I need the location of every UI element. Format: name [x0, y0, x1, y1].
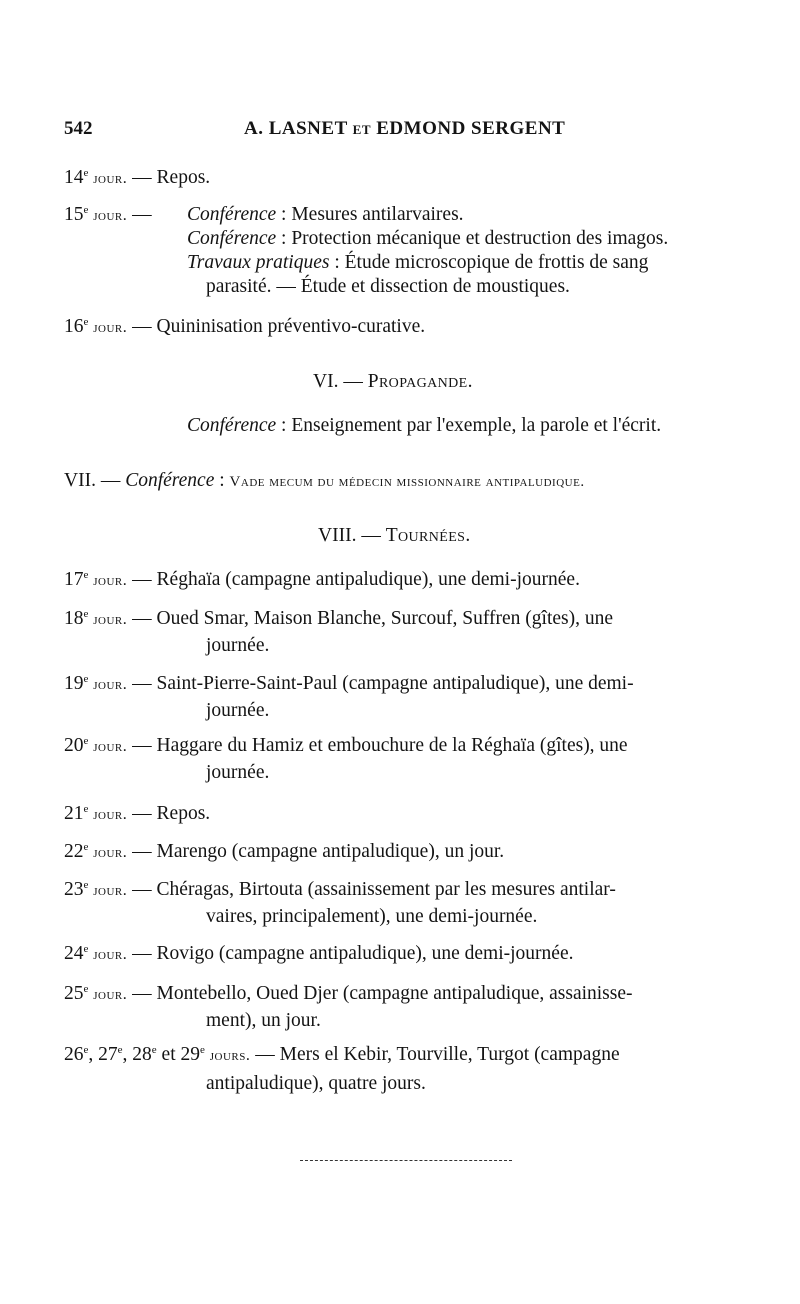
day-suffix: e [83, 943, 89, 955]
entry-day-20 [64, 734, 628, 759]
day-suffix: e [117, 1044, 123, 1056]
entry-text: Quininisation préventivo-curative. [156, 316, 426, 337]
entry-day-14 [64, 166, 210, 191]
day-label: jour. [93, 806, 128, 823]
section-heading-viii [318, 524, 471, 548]
dash: — [132, 841, 152, 862]
dash: — [132, 167, 152, 188]
section-lead: VII. — [64, 470, 121, 491]
entry-day-25-continuation: ment), un jour. [206, 1010, 321, 1031]
entry-day-22 [64, 840, 504, 865]
entry-day-24 [64, 942, 573, 967]
entry-day-18 [64, 607, 613, 632]
day-suffix: e [83, 841, 89, 853]
entry-day-19-continuation: journée. [206, 700, 270, 721]
day-suffix: e [83, 167, 89, 179]
day-number: 25 [64, 983, 84, 1004]
day-suffix: e [83, 204, 89, 216]
day-number: 15 [64, 204, 84, 225]
day-number: 16 [64, 316, 84, 337]
day-suffix: e [83, 569, 89, 581]
day-suffix: e [83, 879, 89, 891]
dash: — [132, 943, 152, 964]
day-number: 19 [64, 673, 84, 694]
day-number: 24 [64, 943, 84, 964]
entry-day-17 [64, 568, 580, 593]
dash: — [132, 569, 152, 590]
section-vi-line [187, 414, 661, 438]
entry-day-21 [64, 802, 210, 827]
entry-day-19 [64, 672, 634, 697]
day-number: 18 [64, 608, 84, 629]
section-title: Vade mecum du médecin missionnaire antipaludique. [229, 474, 585, 490]
heading-number: VIII. — [318, 525, 381, 546]
day-label: jour. [93, 844, 128, 861]
day-number: , 27 [88, 1044, 118, 1065]
section-vii [64, 469, 585, 494]
day-suffix: e [83, 1044, 89, 1056]
italic-term: Travaux pratiques [187, 252, 330, 273]
italic-term: Conférence [187, 415, 277, 436]
day-label: jour. [93, 207, 128, 224]
day-suffix: e [83, 983, 89, 995]
day-number: 26 [64, 1044, 84, 1065]
day-suffix: e [151, 1044, 157, 1056]
day-label: jour. [93, 676, 128, 693]
dash: — [132, 608, 152, 629]
heading-word: Tournées. [385, 525, 471, 546]
entry-day-18-continuation: journée. [206, 635, 270, 656]
entry-text: Marengo (campagne antipaludique), un jour. [156, 841, 505, 862]
line-text: : Mesures antilarvaires. [276, 204, 464, 225]
entry-day-15-line-4: parasité. — Étude et dissection de moustiques. [206, 276, 570, 297]
entry-text: Montebello, Oued Djer (campagne antipaludique, assainisse- [156, 983, 633, 1004]
day-label: jour. [93, 170, 128, 187]
entry-day-25 [64, 982, 633, 1007]
day-label: jour. [93, 882, 128, 899]
dash: — [132, 803, 152, 824]
heading-number: VI. — [313, 371, 363, 392]
day-label: jour. [93, 946, 128, 963]
line-text: : Étude microscopique de frottis de sang [329, 252, 649, 273]
entry-day-23 [64, 878, 616, 903]
italic-term: Conférence [187, 228, 277, 249]
running-title: A. LASNET et EDMOND SERGENT [244, 118, 566, 139]
day-label: jour. [93, 319, 128, 336]
dash: — [132, 316, 152, 337]
entry-text: Mers el Kebir, Tourville, Turgot (campagne [279, 1044, 620, 1065]
entry-text: Repos. [156, 803, 211, 824]
entry-day-15-line-3 [187, 251, 648, 275]
day-suffix: e [83, 673, 89, 685]
line-text: : Protection mécanique et destruction des imagos. [276, 228, 669, 249]
day-suffix: e [83, 316, 89, 328]
day-label: jour. [93, 572, 128, 589]
entry-text: Haggare du Hamiz et embouchure de la Réghaïa (gîtes), une [156, 735, 628, 756]
colon: : [214, 470, 225, 491]
day-number: , 28 [122, 1044, 152, 1065]
day-label: jours. [209, 1047, 251, 1064]
day-suffix: e [83, 803, 89, 815]
section-heading-vi [313, 370, 473, 394]
dash: — [132, 673, 152, 694]
day-suffix: e [200, 1044, 205, 1056]
dash: — [255, 1044, 275, 1065]
dash: — [132, 983, 152, 1004]
entry-text: Repos. [156, 167, 211, 188]
entry-text: Oued Smar, Maison Blanche, Surcouf, Suffren (gîtes), une [156, 608, 614, 629]
entry-day-16 [64, 315, 425, 340]
entry-text: Rovigo (campagne antipaludique), une demi-journée. [156, 943, 574, 964]
dash: — [132, 735, 152, 756]
heading-word: Propagande. [367, 371, 473, 392]
day-number: 22 [64, 841, 84, 862]
entry-days-26-29 [64, 1043, 620, 1068]
entry-day-23-continuation: vaires, principalement), une demi-journée. [206, 906, 538, 927]
entry-text: Réghaïa (campagne antipaludique), une demi-journée. [156, 569, 580, 590]
entry-text: Saint-Pierre-Saint-Paul (campagne antipaludique), une demi- [156, 673, 634, 694]
day-number: 20 [64, 735, 84, 756]
line-text: : Enseignement par l'exemple, la parole et l'écrit. [276, 415, 662, 436]
italic-term: Conférence [187, 204, 277, 225]
day-suffix: e [83, 735, 89, 747]
entry-day-15-line-1 [187, 203, 464, 227]
day-number: 21 [64, 803, 84, 824]
dash: — [132, 879, 152, 900]
entry-days-26-29-continuation: antipaludique), quatre jours. [206, 1073, 426, 1094]
day-label: jour. [93, 738, 128, 755]
day-number: 23 [64, 879, 84, 900]
day-label: jour. [93, 611, 128, 628]
day-label: jour. [93, 986, 128, 1003]
day-number: 14 [64, 167, 84, 188]
entry-day-15 [64, 203, 152, 228]
day-number: et 29 [156, 1044, 200, 1065]
italic-term: Conférence [125, 470, 215, 491]
day-number: 17 [64, 569, 84, 590]
dash: — [132, 204, 152, 225]
entry-day-20-continuation: journée. [206, 762, 270, 783]
entry-text: Chéragas, Birtouta (assainissement par les mesures antilar- [156, 879, 616, 900]
bottom-rule [300, 1160, 512, 1161]
day-suffix: e [83, 608, 89, 620]
entry-day-15-line-2 [187, 227, 668, 251]
page-number: 542 [64, 118, 93, 139]
